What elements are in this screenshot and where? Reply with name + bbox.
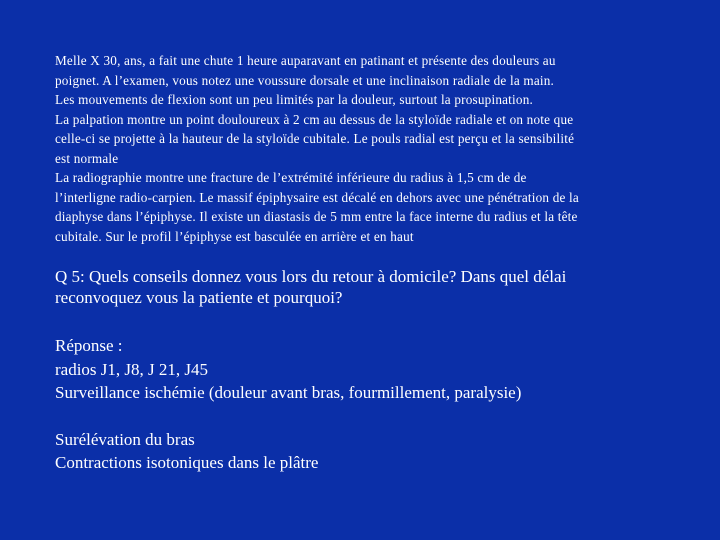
spacer [55,405,695,428]
case-line: cubitale. Sur le profil l’épiphyse est basculée en arrière et en haut [55,228,414,244]
case-line: celle-ci se projette à la hauteur de la styloïde cubitale. Le pouls radial est perçu et la sensibilité [55,131,575,146]
answer-line: Contractions isotoniques dans le plâtre [55,453,319,472]
case-line: l’interligne radio-carpien. Le massif épiphysaire est décalé en dehors avec une pénétration de la [55,189,579,205]
case-line: La palpation montre un point douloureux à 2 cm au dessus de la styloïde radiale et on note que [55,111,574,127]
question-line: Q 5: Quels conseils donnez vous lors du retour à domicile? Dans quel délai [55,267,567,286]
case-line: Les mouvements de flexion sont un peu limités par la douleur, surtout la prosupination. [55,92,533,107]
case-description [55,51,675,246]
answer-line: Surélévation du bras [55,429,195,449]
case-line: La radiographie montre une fracture de l’extrémité inférieure du radius à 1,5 cm de de [55,170,527,185]
case-line: Melle X 30, ans, a fait une chute 1 heure auparavant en patinant et présente des douleurs au [55,53,556,68]
case-line: poignet. A l’examen, vous notez une voussure dorsale et une inclinaison radiale de la main. [55,72,555,88]
answer-heading: Réponse : [55,336,123,355]
question [55,266,695,308]
answer [55,334,695,475]
question-line: reconvoquez vous la patiente et pourquoi? [55,288,343,307]
case-line: diaphyse dans l’épiphyse. Il existe un diastasis de 5 mm entre la face interne du radius et la tête [55,209,578,224]
case-line: est normale [55,150,119,166]
answer-line: radios J1, J8, J 21, J45 [55,359,209,379]
answer-line: Surveillance ischémie (douleur avant bras, fourmillement, paralysie) [55,383,522,402]
